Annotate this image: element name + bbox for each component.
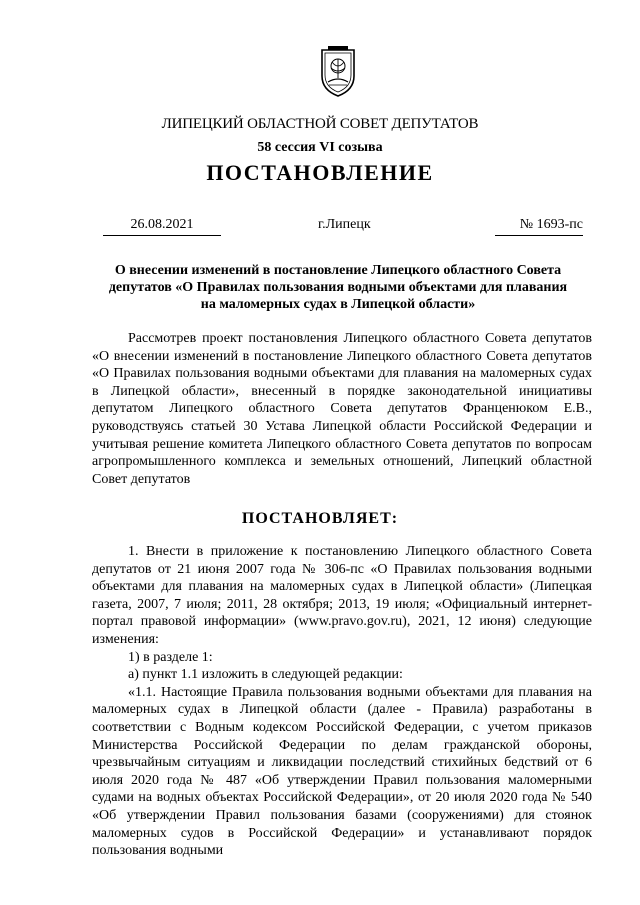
document-city: г.Липецк bbox=[318, 217, 371, 232]
resolves-heading: ПОСТАНОВЛЯЕТ: bbox=[241, 510, 399, 527]
body-paragraph-2: 1) в разделе 1: bbox=[128, 649, 213, 665]
preamble bbox=[92, 330, 592, 488]
body-paragraph-4: «1.1. Настоящие Правила пользования водными объектами для плавания на маломерных судах в Липецкой области (далее - Правила) разработаны в соответствии с Водным кодексом Российской Федерации, с учетом приказов Министерства Российской Федерации по делам гражданской обороны, чрезвычайным ситуациям и ликвидации последствий стихийных бедствий от 6 июля 2020 года № 487 «Об утверждении Правил пользования маломерными судами на водных объектах Российской Федерации», от 20 июля 2020 года № 540 «Об утверждении Правил пользования базами (сооружениями) для стоянок маломерных судов в Российской Федерации» и устанавливают порядок пользования водными bbox=[92, 684, 592, 859]
preamble-text: Рассмотрев проект постановления Липецкого областного Совета депутатов «О внесении изменений в постановление Липецкого областного Совета депутатов «О Правилах пользования водными объектами для плавания на маломерных судах в Липецкой области», внесенный в порядке законодательной инициативы депутатом Липецкого областного Совета депутатов Франценюком Е.В., руководствуясь статьей 30 Устава Липецкой области Российской Федерации и учитывая решение комитета Липецкого областного Совета депутатов по вопросам агропромышленного комплекса и земельных отношений, Липецкий областной Совет депутатов bbox=[92, 331, 592, 487]
session-info: 58 сессия VI созыва bbox=[257, 140, 383, 155]
document-number: № 1693-пс bbox=[495, 217, 583, 236]
council-name: ЛИПЕЦКИЙ ОБЛАСТНОЙ СОВЕТ ДЕПУТАТОВ bbox=[161, 116, 479, 132]
document-date: 26.08.2021 bbox=[103, 217, 221, 236]
coat-of-arms-icon bbox=[316, 46, 360, 98]
document-type-title: ПОСТАНОВЛЕНИЕ bbox=[206, 160, 434, 185]
body-paragraph-1: 1. Внести в приложение к постановлению Липецкого областного Совета депутатов от 21 июня 2007 года № 306-пс «О Правилах пользования водными объектами для плавания на маломерных судах в Липецкой области» (Липецкая газета, 2007, 7 июля; 2011, 28 октября; 2013, 19 июля; «Официальный интернет-портал правовой информации» (www.pravo.gov.ru), 2021, 12 июня) следующие изменения: bbox=[92, 544, 592, 647]
body-paragraph-3: а) пункт 1.1 изложить в следующей редакции: bbox=[128, 667, 403, 683]
resolution-body bbox=[92, 543, 592, 860]
document-subject: О внесении изменений в постановление Липецкого областного Совета депутатов «О Правилах пользования водными объектами для плавания на маломерных судах в Липецкой области» bbox=[108, 263, 568, 312]
